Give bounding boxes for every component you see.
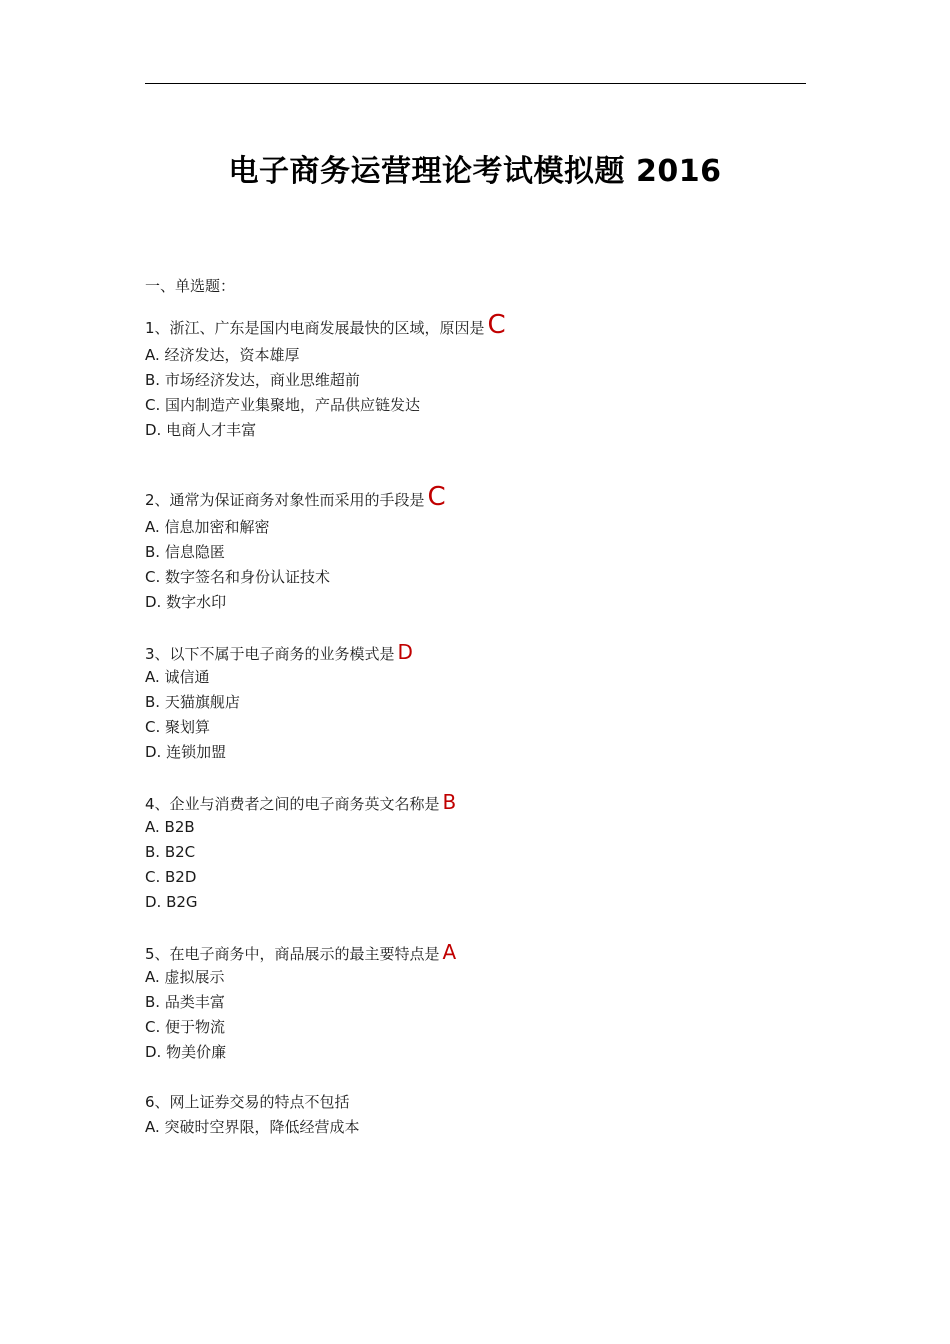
question-text: [145, 790, 806, 815]
question-block: [145, 790, 806, 915]
option-a: A. 诚信通: [145, 668, 210, 686]
option-c: C. 数字签名和身份认证技术: [145, 568, 331, 586]
option-a: A. 突破时空界限，降低经营成本: [145, 1118, 360, 1136]
header-rule: [145, 83, 806, 84]
question-stem: 1、浙江、广东是国内电商发展最快的区域，原因是: [145, 319, 485, 337]
answer-mark: B: [442, 790, 457, 814]
option-d: D. 电商人才丰富: [145, 421, 257, 439]
question-text: [145, 640, 806, 665]
question-block: [145, 1090, 806, 1140]
document-body: [145, 274, 806, 1165]
question-block: [145, 940, 806, 1065]
option-c: C. 聚划算: [145, 718, 211, 736]
option-d: D. 数字水印: [145, 593, 227, 611]
question-text: [145, 307, 806, 343]
option-d: D. 物美价廉: [145, 1043, 227, 1061]
option-a: A. 信息加密和解密: [145, 518, 270, 536]
answer-mark: C: [427, 482, 446, 512]
question-block: [145, 307, 806, 443]
option-b: B. B2C: [145, 843, 196, 861]
question-stem: 6、网上证券交易的特点不包括: [145, 1093, 350, 1111]
option-b: B. 天猫旗舰店: [145, 693, 240, 711]
question-block: [145, 479, 806, 615]
option-a: A. 经济发达，资本雄厚: [145, 346, 300, 364]
question-stem: 5、在电子商务中，商品展示的最主要特点是: [145, 945, 440, 963]
question-stem: 2、通常为保证商务对象性而采用的手段是: [145, 491, 425, 509]
question-block: [145, 640, 806, 765]
answer-mark: C: [487, 310, 506, 340]
question-text: [145, 1090, 806, 1115]
option-d: D. 连锁加盟: [145, 743, 227, 761]
section-heading: 一、单选题：: [145, 277, 236, 295]
answer-mark: A: [442, 940, 457, 964]
document-title: 电子商务运营理论考试模拟题 2016: [228, 154, 722, 189]
option-b: B. 信息隐匿: [145, 543, 225, 561]
question-text: [145, 479, 806, 515]
option-a: A. B2B: [145, 818, 195, 836]
question-text: [145, 940, 806, 965]
question-stem: 4、企业与消费者之间的电子商务英文名称是: [145, 795, 440, 813]
option-c: C. 便于物流: [145, 1018, 226, 1036]
option-a: A. 虚拟展示: [145, 968, 225, 986]
question-stem: 3、以下不属于电子商务的业务模式是: [145, 645, 395, 663]
option-b: B. 市场经济发达，商业思维超前: [145, 371, 360, 389]
option-c: C. 国内制造产业集聚地，产品供应链发达: [145, 396, 421, 414]
answer-mark: D: [397, 640, 413, 664]
option-b: B. 品类丰富: [145, 993, 225, 1011]
option-d: D. B2G: [145, 893, 198, 911]
option-c: C. B2D: [145, 868, 197, 886]
